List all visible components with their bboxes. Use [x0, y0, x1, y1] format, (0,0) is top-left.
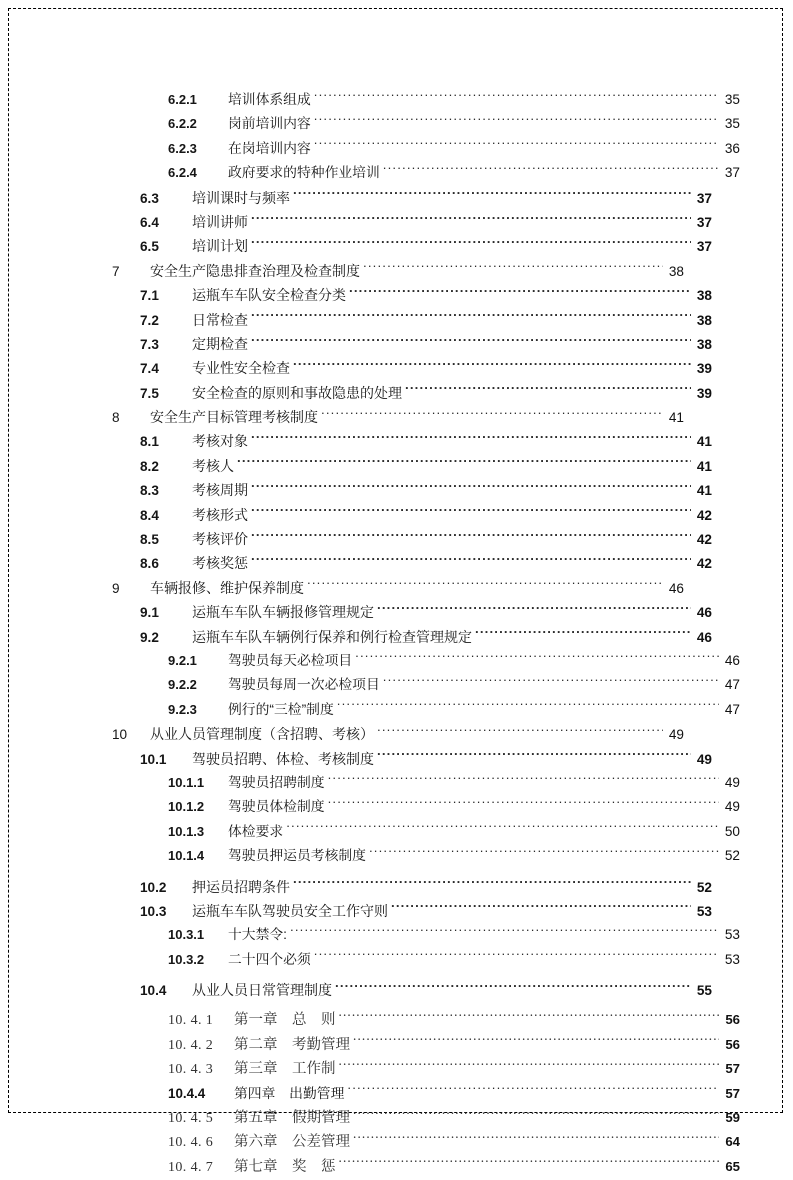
toc-entry-title: 第三章 工作制	[234, 1061, 336, 1078]
toc-entry-number: 6.3	[140, 190, 159, 206]
toc-leader-dots	[314, 90, 719, 104]
toc-entry-title: 第一章 总 则	[234, 1012, 336, 1029]
toc-entry-title: 驾驶员每周一次必检项目	[228, 677, 380, 693]
toc-entry-number: 10.3	[140, 903, 167, 919]
toc-entry[interactable]	[112, 600, 712, 624]
toc-entry-title: 运瓶车车队车辆报修管理规定	[192, 604, 374, 621]
toc-entry-page-number: 38	[696, 336, 712, 352]
toc-entry[interactable]	[112, 1082, 740, 1106]
toc-entry-number: 6.2.3	[168, 140, 197, 156]
toc-entry-page-number: 35	[724, 92, 740, 107]
toc-entry-page-number: 37	[696, 214, 712, 230]
toc-leader-dots	[369, 847, 719, 861]
toc-entry-page-number: 53	[724, 927, 740, 943]
toc-entry[interactable]	[112, 356, 712, 380]
toc-entry-page-number: 49	[724, 799, 740, 815]
toc-entry-number: 7.2	[140, 312, 159, 328]
toc-leader-dots	[251, 335, 691, 349]
toc-entry-title: 驾驶员招聘、体检、考核制度	[192, 750, 374, 767]
toc-entry-number: 8.2	[140, 458, 159, 474]
toc-entry-title: 考核对象	[192, 433, 248, 450]
toc-entry[interactable]	[112, 429, 712, 453]
toc-leader-dots	[314, 139, 719, 153]
toc-leader-dots	[349, 287, 691, 301]
toc-entry-page-number: 37	[724, 165, 740, 181]
toc-entry[interactable]	[112, 1033, 740, 1057]
toc-entry-number: 10. 4. 5	[168, 1111, 214, 1127]
toc-leader-dots	[335, 981, 691, 995]
toc-entry-page-number: 52	[696, 879, 712, 895]
toc-entry[interactable]	[112, 405, 684, 429]
toc-leader-dots	[251, 311, 691, 325]
toc-entry[interactable]	[112, 332, 712, 356]
toc-entry[interactable]	[112, 923, 740, 947]
toc-entry-page-number: 41	[696, 434, 712, 450]
toc-leader-dots	[405, 384, 691, 398]
toc-entry-title: 日常检查	[192, 311, 248, 328]
toc-entry-page-number: 46	[724, 652, 740, 668]
toc-entry[interactable]	[112, 649, 740, 673]
toc-entry-page-number: 42	[696, 556, 712, 572]
toc-entry-page-number: 49	[724, 774, 740, 790]
toc-entry-title: 驾驶员每天必检项目	[228, 652, 353, 668]
toc-entry-page-number: 56	[725, 1012, 740, 1028]
toc-leader-dots	[293, 360, 691, 374]
toc-leader-dots	[391, 902, 691, 916]
toc-entry[interactable]	[112, 698, 740, 722]
toc-entry-title: 第二章 考勤管理	[234, 1036, 350, 1053]
toc-entry-page-number: 42	[696, 532, 712, 548]
toc-entry-number: 8	[112, 410, 120, 426]
toc-leader-dots	[251, 433, 691, 447]
toc-entry[interactable]	[112, 161, 740, 185]
toc-entry[interactable]	[112, 88, 740, 112]
toc-entry-page-number: 38	[696, 288, 712, 304]
toc-entry-page-number: 37	[696, 239, 712, 255]
toc-entry-page-number: 53	[724, 951, 740, 967]
toc-entry-title: 从业人员管理制度（含招聘、考核）	[150, 726, 374, 743]
toc-entry-page-number: 65	[725, 1158, 740, 1174]
toc-entry-page-number: 56	[725, 1036, 740, 1052]
toc-entry-title: 考核形式	[192, 506, 248, 523]
toc-leader-dots	[353, 1108, 719, 1122]
toc-entry-number: 9.1	[140, 605, 159, 621]
toc-entry-title: 体检要求	[228, 823, 284, 839]
toc-leader-dots	[314, 115, 719, 129]
toc-entry-number: 10.4.4	[168, 1085, 206, 1101]
toc-entry-title: 政府要求的特种作业培训	[228, 165, 380, 181]
toc-entry-title: 岗前培训内容	[228, 116, 311, 132]
toc-entry-title: 第四章 出勤管理	[234, 1085, 345, 1101]
toc-leader-dots	[328, 773, 719, 787]
toc-entry-number: 9	[112, 580, 120, 596]
toc-entry[interactable]	[112, 527, 712, 551]
toc-entry-page-number: 41	[696, 458, 712, 474]
toc-entry-page-number: 36	[724, 140, 740, 156]
toc-entry-page-number: 53	[696, 903, 712, 919]
toc-entry-title: 车辆报修、维护保养制度	[150, 579, 304, 596]
toc-entry[interactable]	[112, 186, 712, 210]
toc-entry-page-number: 52	[724, 848, 740, 864]
toc-entry-title: 考核奖惩	[192, 555, 248, 572]
toc-entry-number: 10. 4. 1	[168, 1013, 214, 1029]
toc-entry-title: 运瓶车车队安全检查分类	[192, 287, 346, 304]
toc-leader-dots	[377, 604, 691, 618]
toc-entry-page-number: 35	[724, 116, 740, 132]
toc-leader-dots	[475, 628, 691, 642]
toc-entry-number: 9.2.3	[168, 701, 197, 717]
toc-entry[interactable]	[112, 1130, 740, 1154]
toc-entry-page-number: 57	[725, 1061, 740, 1077]
toc-leader-dots	[339, 1011, 720, 1025]
toc-leader-dots	[347, 1084, 719, 1098]
toc-entry-number: 10.1	[140, 751, 167, 767]
toc-leader-dots	[293, 878, 691, 892]
toc-entry-title: 第五章 假期管理	[234, 1110, 350, 1127]
toc-entry[interactable]	[112, 551, 712, 575]
toc-entry-number: 8.5	[140, 532, 159, 548]
toc-leader-dots	[353, 1035, 719, 1049]
toc-entry-title: 专业性安全检查	[192, 360, 290, 377]
toc-entry-number: 6.2.2	[168, 116, 197, 132]
toc-entry[interactable]	[112, 795, 740, 819]
toc-entry-number: 10.2	[140, 879, 167, 895]
toc-entry-number: 10	[112, 727, 128, 743]
toc-entry[interactable]	[112, 978, 712, 1002]
toc-entry-title: 第六章 公差管理	[234, 1134, 350, 1151]
toc-entry[interactable]	[112, 948, 740, 972]
toc-leader-dots	[377, 726, 663, 740]
toc-entry-page-number: 49	[696, 751, 712, 767]
toc-leader-dots	[321, 408, 663, 422]
toc-entry-number: 10.4	[140, 983, 167, 999]
toc-entry[interactable]	[112, 210, 712, 234]
toc-entry-page-number: 39	[696, 385, 712, 401]
toc-entry[interactable]	[112, 234, 712, 258]
toc-entry-page-number: 39	[696, 361, 712, 377]
toc-entry-page-number: 37	[696, 190, 712, 206]
toc-leader-dots	[251, 238, 691, 252]
toc-entry[interactable]	[112, 259, 684, 283]
toc-entry-number: 10.1.1	[168, 774, 205, 790]
toc-entry-page-number: 42	[696, 507, 712, 523]
toc-leader-dots	[251, 506, 691, 520]
toc-leader-dots	[353, 1133, 719, 1147]
toc-entry[interactable]	[112, 1155, 740, 1179]
toc-leader-dots	[251, 530, 691, 544]
toc-entry-title: 驾驶员体检制度	[228, 799, 325, 815]
toc-entry-page-number: 64	[725, 1134, 740, 1150]
toc-entry-number: 6.5	[140, 239, 159, 255]
toc-leader-dots	[251, 555, 691, 569]
toc-leader-dots	[286, 822, 719, 836]
toc-entry-number: 8.1	[140, 434, 159, 450]
toc-entry-title: 二十四个必须	[228, 951, 311, 967]
toc-entry-page-number: 47	[724, 701, 740, 717]
toc-leader-dots	[339, 1060, 720, 1074]
toc-entry-page-number: 41	[696, 483, 712, 499]
toc-entry-title: 驾驶员招聘制度	[228, 774, 325, 790]
toc-leader-dots	[251, 482, 691, 496]
toc-entry[interactable]	[112, 722, 684, 746]
toc-entry-number: 10.1.2	[168, 799, 205, 815]
toc-entry-title: 定期检查	[192, 335, 248, 352]
toc-leader-dots	[290, 926, 719, 940]
toc-entry-title: 十大禁令:	[228, 927, 288, 943]
toc-entry-number: 7.5	[140, 385, 159, 401]
toc-entry-page-number: 47	[724, 677, 740, 693]
toc-entry[interactable]	[112, 283, 712, 307]
toc-entry-page-number: 46	[696, 605, 712, 621]
toc-entry-title: 培训课时与频率	[192, 189, 290, 206]
toc-entry-page-number: 49	[668, 727, 684, 743]
toc-entry-number: 9.2.1	[168, 652, 197, 668]
toc-entry-page-number: 38	[696, 312, 712, 328]
toc-entry-title: 安全生产隐患排查治理及检查制度	[150, 262, 360, 279]
toc-entry[interactable]	[112, 112, 740, 136]
toc-entry-number: 6.2.1	[168, 92, 197, 107]
toc-entry[interactable]	[112, 747, 712, 771]
toc-entry-title: 考核评价	[192, 531, 248, 548]
toc-leader-dots	[337, 700, 719, 714]
toc-entry-page-number: 59	[725, 1110, 740, 1126]
toc-entry-number: 10. 4. 2	[168, 1037, 214, 1053]
toc-leader-dots	[314, 950, 719, 964]
toc-leader-dots	[237, 457, 691, 471]
toc-entry-number: 8.6	[140, 556, 159, 572]
toc-entry[interactable]	[112, 381, 712, 405]
toc-entry-number: 7.4	[140, 361, 159, 377]
toc-entry[interactable]	[112, 899, 712, 923]
toc-entry-number: 8.3	[140, 483, 159, 499]
toc-entry-number: 10.3.1	[168, 927, 205, 943]
toc-entry-title: 考核人	[192, 457, 234, 474]
toc-entry-title: 驾驶员押运员考核制度	[228, 848, 366, 864]
toc-leader-dots	[383, 164, 719, 178]
toc-entry-number: 10.1.4	[168, 848, 205, 864]
toc-entry-number: 7.1	[140, 288, 159, 304]
toc-leader-dots	[251, 213, 691, 227]
toc-entry[interactable]	[112, 576, 684, 600]
toc-leader-dots	[328, 798, 719, 812]
toc-entry-number: 9.2	[140, 629, 159, 645]
toc-entry-number: 10. 4. 6	[168, 1135, 214, 1151]
toc-entry-number: 7.3	[140, 336, 159, 352]
toc-entry-number: 6.4	[140, 214, 159, 230]
toc-entry-title: 考核周期	[192, 482, 248, 499]
toc-entry[interactable]	[112, 771, 740, 795]
toc-entry-number: 10.3.2	[168, 951, 205, 967]
toc-entry[interactable]	[112, 844, 740, 868]
toc-entry[interactable]	[112, 308, 712, 332]
toc-entry-page-number: 46	[696, 629, 712, 645]
toc-entry-title: 安全生产目标管理考核制度	[150, 409, 318, 426]
toc-entry-title: 在岗培训内容	[228, 140, 311, 156]
toc-entry-number: 6.2.4	[168, 165, 197, 181]
toc-leader-dots	[377, 750, 691, 764]
toc-entry[interactable]	[112, 625, 712, 649]
toc-entry[interactable]	[112, 503, 712, 527]
toc-entry-number: 10.1.3	[168, 823, 205, 839]
toc-leader-dots	[355, 651, 719, 665]
toc-entry[interactable]	[112, 454, 712, 478]
toc-entry-page-number: 41	[668, 410, 684, 426]
toc-entry[interactable]	[112, 137, 740, 161]
toc-entry-number: 10. 4. 7	[168, 1159, 214, 1175]
toc-entry-title: 押运员招聘条件	[192, 878, 290, 895]
toc-entry[interactable]	[112, 820, 740, 844]
toc-entry-page-number: 38	[668, 263, 684, 279]
toc-entry-title: 运瓶车车队车辆例行保养和例行检查管理规定	[192, 628, 472, 645]
toc-entry-title: 安全检查的原则和事故隐患的处理	[192, 384, 402, 401]
toc-entry[interactable]	[112, 1057, 740, 1081]
toc-entry-title: 例行的“三检”制度	[228, 701, 334, 717]
toc-entry[interactable]	[112, 1106, 740, 1130]
toc-entry-number: 10. 4. 3	[168, 1062, 214, 1078]
toc-entry[interactable]	[112, 875, 712, 899]
toc-leader-dots	[363, 262, 663, 276]
toc-leader-dots	[383, 676, 719, 690]
toc-entry-title: 培训体系组成	[228, 92, 311, 107]
toc-entry-page-number: 55	[696, 983, 712, 999]
toc-leader-dots	[293, 189, 691, 203]
toc-entry-number: 7	[112, 263, 120, 279]
toc-entry-title: 培训讲师	[192, 213, 248, 230]
toc-entry-number: 9.2.2	[168, 677, 197, 693]
toc-entry-page-number: 57	[725, 1085, 740, 1101]
toc-entry-title: 运瓶车车队驾驶员安全工作守则	[192, 902, 388, 919]
toc-entry-page-number: 46	[668, 580, 684, 596]
table-of-contents	[112, 88, 740, 1179]
toc-entry-title: 从业人员日常管理制度	[192, 982, 332, 999]
toc-entry[interactable]	[112, 1008, 740, 1032]
toc-entry-page-number: 50	[724, 823, 740, 839]
toc-entry-title: 第七章 奖 惩	[234, 1158, 336, 1175]
toc-entry[interactable]	[112, 673, 740, 697]
toc-leader-dots	[339, 1157, 720, 1171]
toc-entry-number: 8.4	[140, 507, 159, 523]
toc-entry-title: 培训计划	[192, 238, 248, 255]
toc-entry[interactable]	[112, 478, 712, 502]
toc-leader-dots	[307, 579, 663, 593]
